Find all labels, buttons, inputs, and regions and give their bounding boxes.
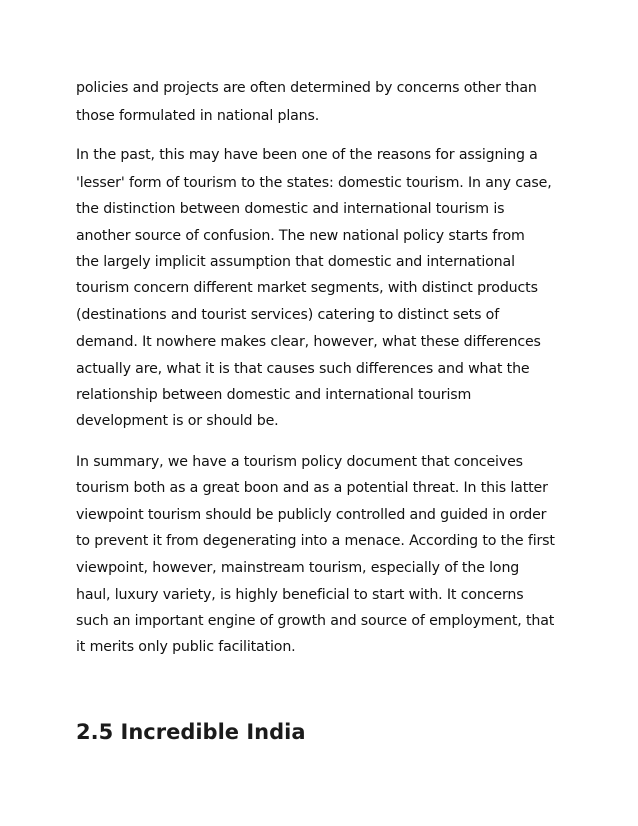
text-line: viewpoint tourism should be publicly controlled and guided in order (76, 507, 547, 523)
text-line: demand. It nowhere makes clear, however, what these differences (76, 334, 541, 350)
text-line: In summary, we have a tourism policy document that conceives (76, 454, 523, 470)
text-line: In the past, this may have been one of the reasons for assigning a (76, 147, 538, 163)
text-line: to prevent it from degenerating into a menace. According to the first (76, 533, 555, 549)
text-line: it merits only public facilitation. (76, 639, 296, 655)
text-line: development is or should be. (76, 413, 279, 429)
text-line: relationship between domestic and international tourism (76, 387, 472, 403)
text-line: actually are, what it is that causes such differences and what the (76, 361, 530, 377)
text-line: policies and projects are often determined by concerns other than (76, 80, 537, 96)
text-line: those formulated in national plans. (76, 108, 320, 124)
text-line: (destinations and tourist services) catering to distinct sets of (76, 307, 500, 323)
text-line: the distinction between domestic and international tourism is (76, 201, 505, 217)
text-line: the largely implicit assumption that domestic and international (76, 254, 515, 270)
text-line: tourism concern different market segments, with distinct products (76, 280, 538, 296)
section-heading: 2.5 Incredible India (76, 720, 306, 744)
text-line: viewpoint, however, mainstream tourism, especially of the long (76, 560, 520, 576)
text-line: haul, luxury variety, is highly beneficial to start with. It concerns (76, 587, 524, 603)
text-line: tourism both as a great boon and as a potential threat. In this latter (76, 480, 548, 496)
text-line: another source of confusion. The new national policy starts from (76, 228, 525, 244)
text-line: 'lesser' form of tourism to the states: domestic tourism. In any case, (76, 175, 552, 191)
text-line: such an important engine of growth and source of employment, that (76, 613, 555, 629)
